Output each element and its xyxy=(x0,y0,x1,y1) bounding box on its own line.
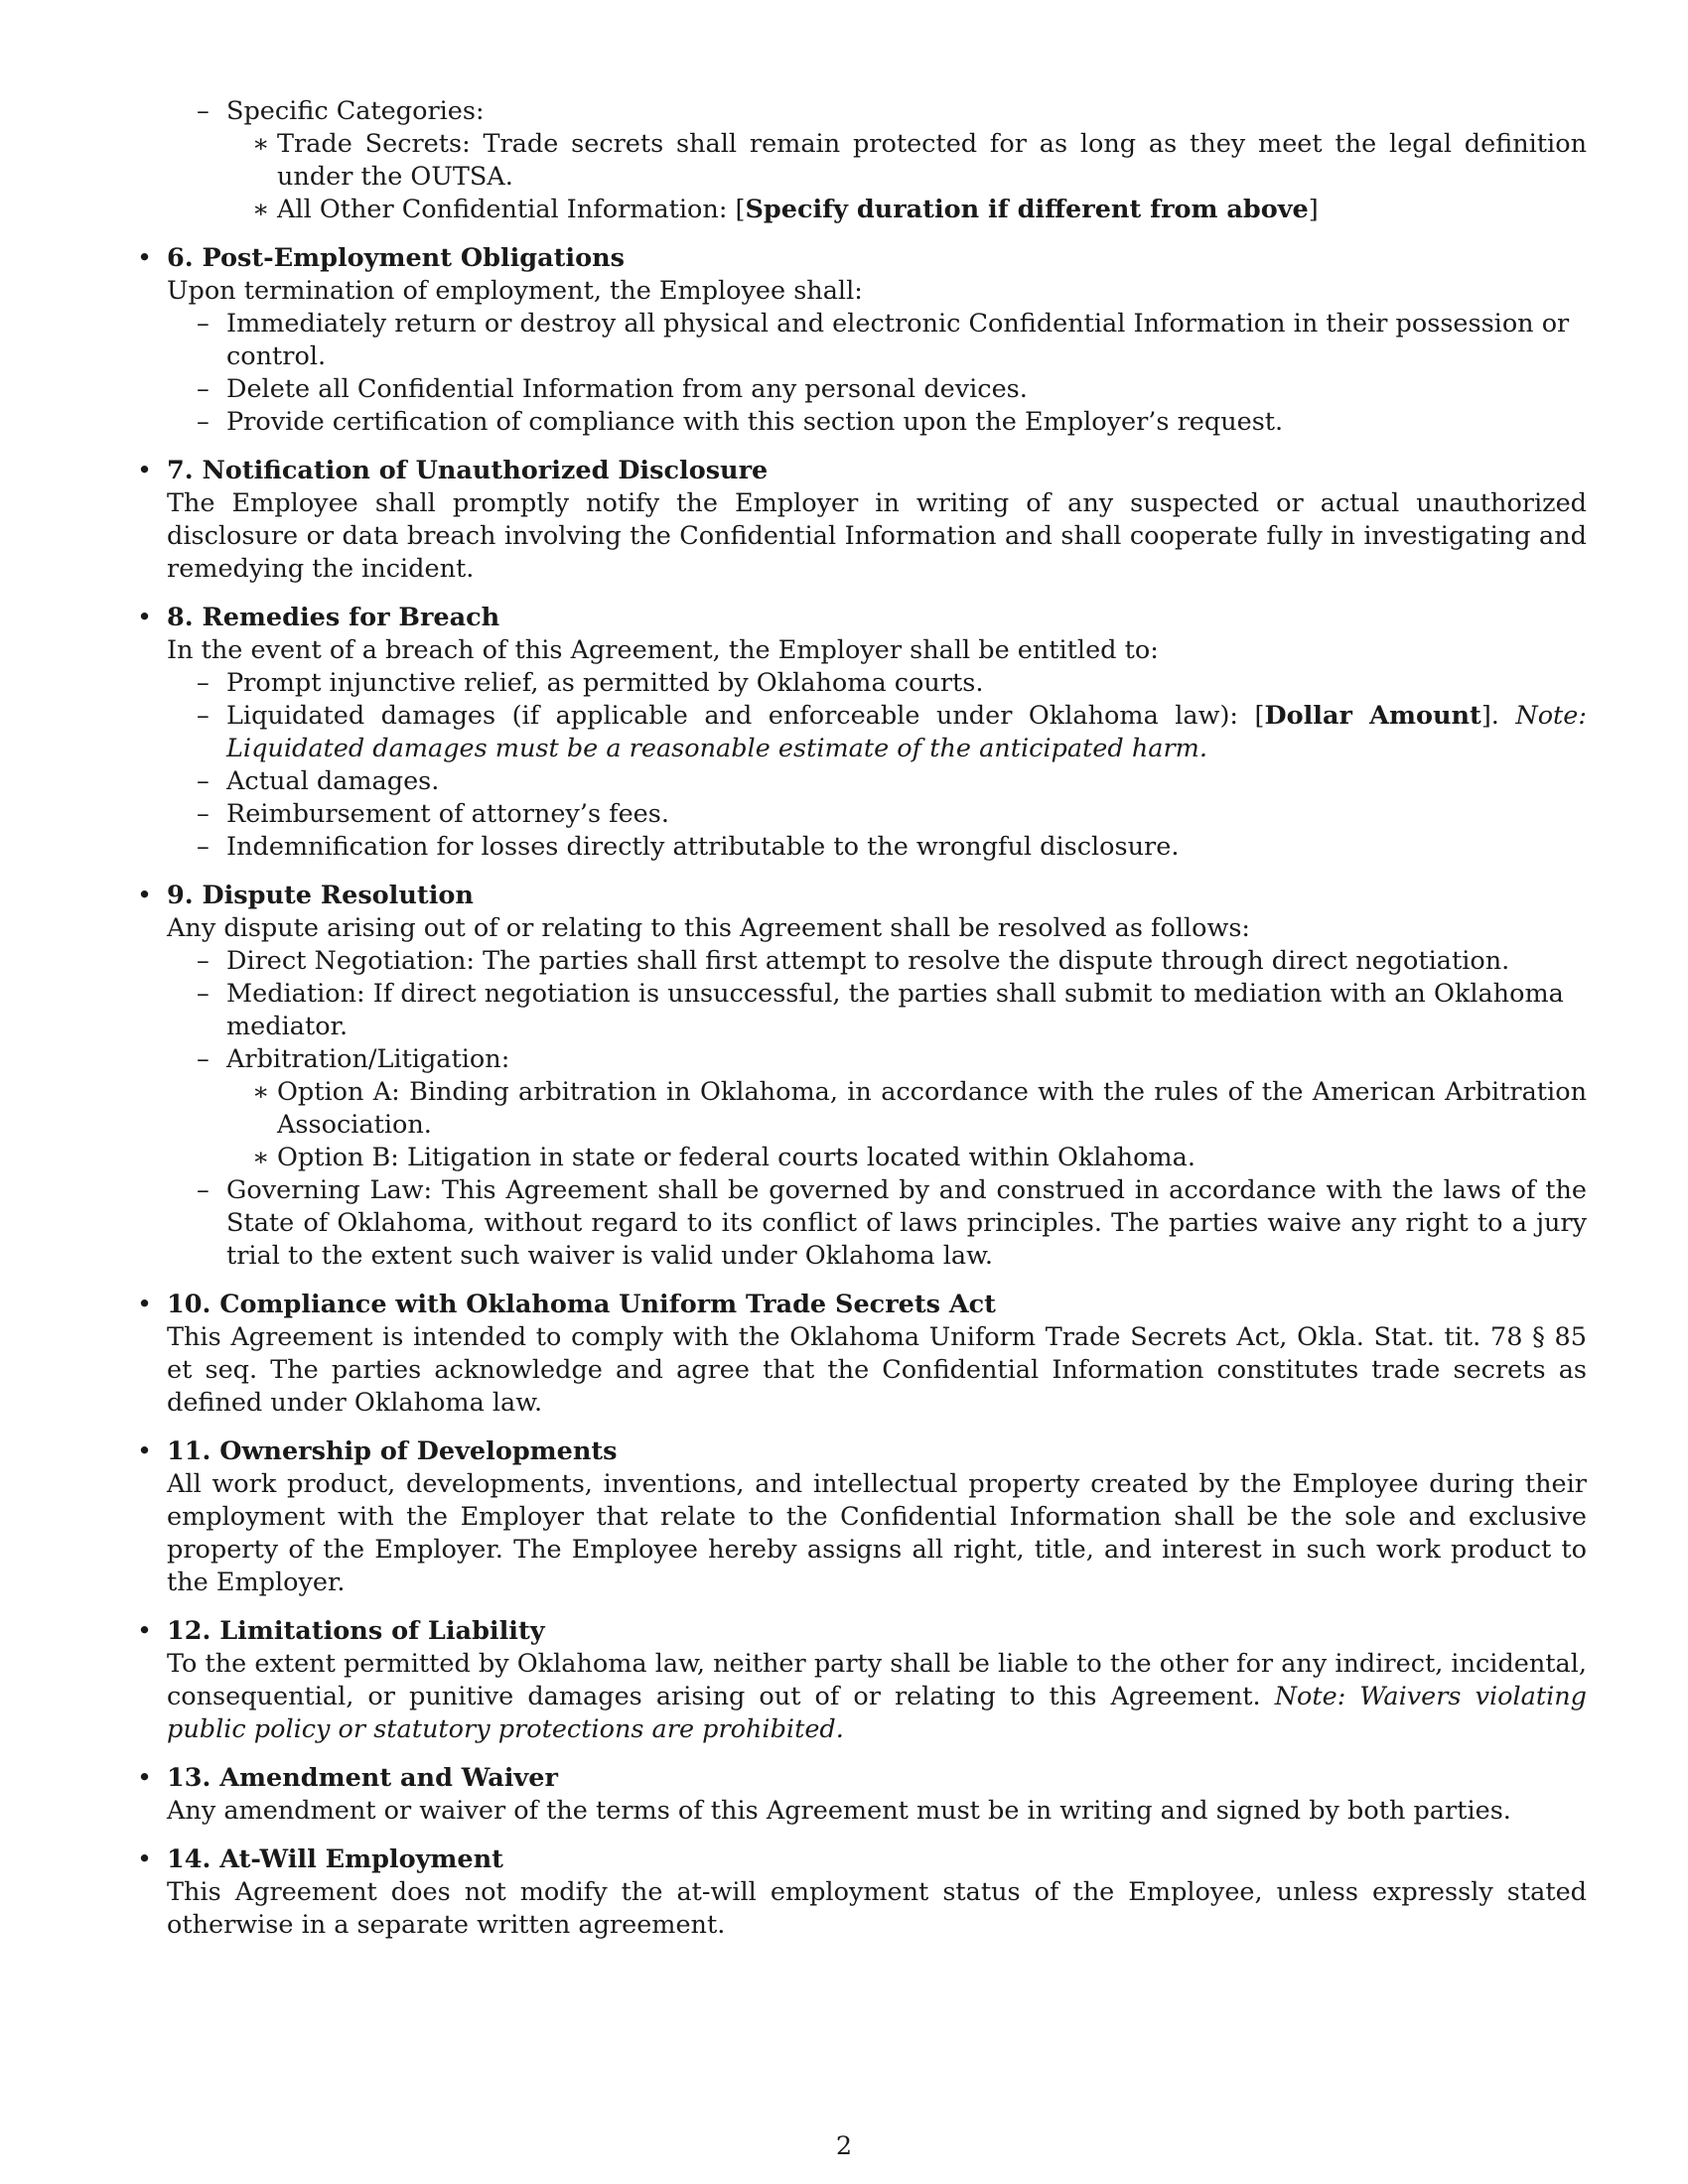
dispute-list xyxy=(167,945,1587,1273)
section-heading xyxy=(137,1289,1587,1321)
list-item-text: Delete all Confidential Information from any personal devices. xyxy=(226,374,1028,404)
section-title: 14. At-Will Employment xyxy=(167,1844,503,1874)
section-title: 10. Compliance with Oklahoma Uniform Trade Secrets Act xyxy=(167,1290,996,1319)
list-item xyxy=(167,667,1587,700)
dash-marker: – xyxy=(197,1044,210,1074)
waiver-note: Note: Waivers violating public policy or statutory protections are prohibited. xyxy=(167,1682,1587,1744)
section-heading xyxy=(137,242,1587,275)
list-item-text: Liquidated damages (if applicable and enforceable under Oklahoma law): [ xyxy=(226,701,1265,731)
dash-marker: – xyxy=(197,309,210,339)
list-item xyxy=(167,1043,1587,1174)
list-item-text: Arbitration/Litigation: xyxy=(226,1044,510,1074)
dash-marker: – xyxy=(197,766,210,796)
star-marker: ∗ xyxy=(252,1143,270,1172)
categories-label: Specific Categories: xyxy=(226,96,485,126)
list-item-text: Immediately return or destroy all physical and electronic Confidential Information in their possession or control. xyxy=(226,309,1570,371)
dash-marker: – xyxy=(197,96,210,126)
dash-marker: – xyxy=(197,668,210,698)
section-heading xyxy=(137,1762,1587,1795)
list-item xyxy=(226,1142,1587,1174)
star-marker: ∗ xyxy=(252,129,270,159)
page-number: 2 xyxy=(835,2131,853,2161)
intro-list xyxy=(167,95,1587,226)
trade-secrets-text: Trade Secrets: Trade secrets shall remain protected for as long as they meet the legal definition under the OUTSA. xyxy=(277,129,1587,192)
section-heading xyxy=(137,880,1587,912)
bullet-marker: • xyxy=(137,603,153,632)
list-item xyxy=(167,978,1587,1043)
bullet-marker: • xyxy=(137,243,153,273)
section-heading xyxy=(137,455,1587,487)
liquidated-damages-note: Note: Liquidated damages must be a reasonable estimate of the anticipated harm. xyxy=(226,701,1587,763)
section-10 xyxy=(137,1289,1587,1420)
section-heading xyxy=(137,1843,1587,1876)
list-item xyxy=(167,798,1587,831)
section-body-text: To the extent permitted by Oklahoma law, neither party shall be liable to the other for any indirect, incidental, consequential, or punitive damages arising out of or relating to this Agreement. xyxy=(167,1649,1587,1711)
list-item xyxy=(167,308,1587,373)
section-body: This Agreement is intended to comply with the Oklahoma Uniform Trade Secrets Act, Okla. Stat. tit. 78 § 85 et seq. The parties acknowledge and agree that the Confidential Information constitutes trade secrets as defined under Oklahoma law. xyxy=(167,1322,1587,1418)
bullet-marker: • xyxy=(137,1763,153,1793)
section-11 xyxy=(137,1435,1587,1599)
section-body: All work product, developments, inventions, and intellectual property created by the Employee during their employment with the Employer that relate to the Confidential Information shall be the sole and exclusive property of the Employer. The Employee hereby assigns all right, title, and interest in such work product to the Employer. xyxy=(167,1469,1587,1597)
list-item-text: Provide certification of compliance with this section upon the Employer’s request. xyxy=(226,407,1284,437)
list-item-text: Option A: Binding arbitration in Oklahoma, in accordance with the rules of the American Arbitration Association. xyxy=(277,1077,1587,1140)
section-9 xyxy=(137,880,1587,1273)
list-item-text: Reimbursement of attorney’s fees. xyxy=(226,799,669,829)
section-7 xyxy=(137,455,1587,586)
list-item-text: Mediation: If direct negotiation is unsuccessful, the parties shall submit to mediation with an Oklahoma mediator. xyxy=(226,979,1564,1041)
section-title: 12. Limitations of Liability xyxy=(167,1616,545,1646)
section-6 xyxy=(137,242,1587,439)
bracket-close: ]. xyxy=(1480,701,1516,731)
list-item xyxy=(167,945,1587,978)
list-item xyxy=(167,1174,1587,1273)
remedies-list xyxy=(167,667,1587,864)
list-item-text: Direct Negotiation: The parties shall first attempt to resolve the dispute through direct negotiation. xyxy=(226,946,1510,976)
dash-marker: – xyxy=(197,407,210,437)
section-13 xyxy=(137,1762,1587,1828)
section-title: 9. Dispute Resolution xyxy=(167,881,474,910)
list-item xyxy=(167,373,1587,406)
section-8 xyxy=(137,602,1587,864)
bullet-marker: • xyxy=(137,1290,153,1319)
section-title: 13. Amendment and Waiver xyxy=(167,1763,558,1793)
section-intro: In the event of a breach of this Agreement, the Employer shall be entitled to: xyxy=(167,635,1159,665)
section-14 xyxy=(137,1843,1587,1942)
category-list xyxy=(226,128,1587,226)
list-item-text: Option B: Litigation in state or federal courts located within Oklahoma. xyxy=(277,1143,1196,1172)
section-title: 7. Notification of Unauthorized Disclosure xyxy=(167,456,769,485)
section-heading xyxy=(137,1435,1587,1468)
section-intro: Any dispute arising out of or relating to this Agreement shall be resolved as follows: xyxy=(167,913,1250,943)
section-body: This Agreement does not modify the at-will employment status of the Employee, unless expressly stated otherwise in a separate written agreement. xyxy=(167,1877,1587,1940)
list-item xyxy=(167,95,1587,226)
bullet-marker: • xyxy=(137,1616,153,1646)
star-marker: ∗ xyxy=(252,1077,270,1107)
section-body: Any amendment or waiver of the terms of this Agreement must be in writing and signed by both parties. xyxy=(167,1796,1511,1826)
bullet-marker: • xyxy=(137,881,153,910)
obligations-list xyxy=(167,308,1587,439)
page-content xyxy=(137,95,1587,1942)
dollar-amount-placeholder: Dollar Amount xyxy=(1264,701,1481,731)
list-item xyxy=(167,700,1587,765)
list-item-text: Indemnification for losses directly attributable to the wrongful disclosure. xyxy=(226,832,1180,862)
dash-marker: – xyxy=(197,701,210,731)
section-title: 8. Remedies for Breach xyxy=(167,603,500,632)
star-marker: ∗ xyxy=(252,195,270,224)
dash-marker: – xyxy=(197,1175,210,1205)
section-intro: Upon termination of employment, the Employee shall: xyxy=(167,276,863,306)
list-item-text: Actual damages. xyxy=(226,766,440,796)
section-heading xyxy=(137,1615,1587,1648)
list-item-text: Governing Law: This Agreement shall be governed by and construed in accordance with the laws of the State of Oklahoma, without regard to its conflict of laws principles. The parties waive any right to a jury trial to the extent such waiver is valid under Oklahoma law. xyxy=(226,1175,1587,1271)
options-list xyxy=(226,1076,1587,1174)
list-item xyxy=(226,1076,1587,1142)
list-item xyxy=(226,194,1587,226)
other-info-label: All Other Confidential Information: [ xyxy=(277,195,746,224)
bracket-close: ] xyxy=(1308,195,1319,224)
bullet-marker: • xyxy=(137,1436,153,1466)
dash-marker: – xyxy=(197,374,210,404)
dash-marker: – xyxy=(197,946,210,976)
dash-marker: – xyxy=(197,832,210,862)
list-item xyxy=(167,406,1587,439)
bullet-marker: • xyxy=(137,456,153,485)
list-item xyxy=(167,765,1587,798)
list-item xyxy=(167,831,1587,864)
section-heading xyxy=(137,602,1587,634)
section-title: 6. Post-Employment Obligations xyxy=(167,243,626,273)
list-item-text: Prompt injunctive relief, as permitted by Oklahoma courts. xyxy=(226,668,984,698)
list-item xyxy=(226,128,1587,194)
dash-marker: – xyxy=(197,979,210,1009)
section-body xyxy=(167,1648,1587,1746)
dash-marker: – xyxy=(197,799,210,829)
section-12 xyxy=(137,1615,1587,1746)
bullet-marker: • xyxy=(137,1844,153,1874)
section-title: 11. Ownership of Developments xyxy=(167,1436,618,1466)
section-body: The Employee shall promptly notify the Employer in writing of any suspected or actual unauthorized disclosure or data breach involving the Confidential Information and shall cooperate fully in investigating and remedying the incident. xyxy=(167,488,1587,584)
duration-placeholder: Specify duration if different from above xyxy=(745,195,1309,224)
